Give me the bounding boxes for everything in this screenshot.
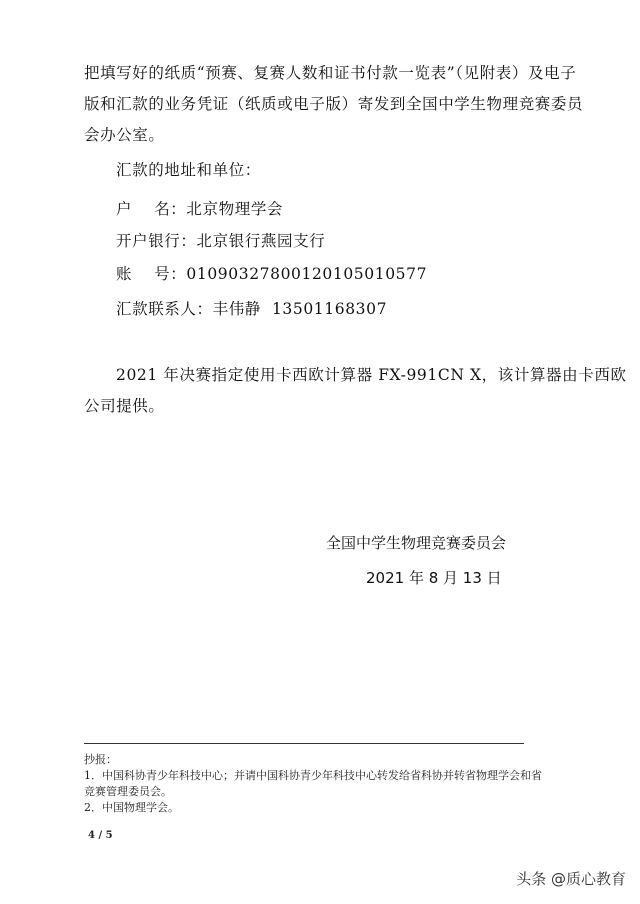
watermark: 头条 @质心教育 [516, 870, 626, 888]
account-number-label: 账 号： [116, 265, 187, 283]
footnote-cc-label: 抄报： [84, 753, 117, 766]
bank-value: 北京银行燕园支行 [196, 232, 326, 250]
signature-org: 全国中学生物理竞赛委员会 [326, 534, 507, 552]
account-number-row [116, 262, 427, 284]
footnote-divider [84, 743, 524, 744]
footnote-item-2: 2．中国物理学会。 [84, 801, 179, 814]
calculator-paragraph [84, 360, 627, 422]
footnote-item-1-line-1: 1．中国科协青少年科技中心；并请中国科协青少年科技中心转发给省科协并转省物理学会和省 [84, 769, 542, 782]
account-name-label: 户 名： [116, 200, 187, 218]
contact-value: 丰伟静 13501168307 [212, 300, 388, 318]
footnote-item-1-line-2: 竞赛管理委员会。 [84, 785, 172, 798]
page-number: 4 / 5 [88, 830, 113, 841]
signature-date: 2021 年 8 月 13 日 [366, 569, 502, 587]
calculator-line-1: 2021 年决赛指定使用卡西欧计算器 FX-991CN X，该计算器由卡西欧 [116, 366, 627, 384]
remit-heading: 汇款的地址和单位： [116, 161, 261, 179]
bank-label: 开户银行： [116, 232, 197, 250]
intro-line-3: 会办公室。 [84, 126, 165, 144]
intro-paragraph [84, 58, 584, 151]
contact-row [116, 297, 387, 319]
contact-label: 汇款联系人： [116, 300, 213, 318]
intro-line-2: 版和汇款的业务凭证（纸质或电子版）寄发到全国中学生物理竞赛委员 [84, 95, 584, 113]
intro-line-1: 把填写好的纸质“预赛、复赛人数和证书付款一览表”（见附表）及电子 [84, 64, 577, 82]
calculator-line-2: 公司提供。 [84, 397, 165, 415]
account-number-value: 01090327800120105010577 [186, 265, 428, 283]
account-name-row [116, 197, 283, 219]
bank-row [116, 229, 325, 251]
account-name-value: 北京物理学会 [186, 200, 284, 218]
